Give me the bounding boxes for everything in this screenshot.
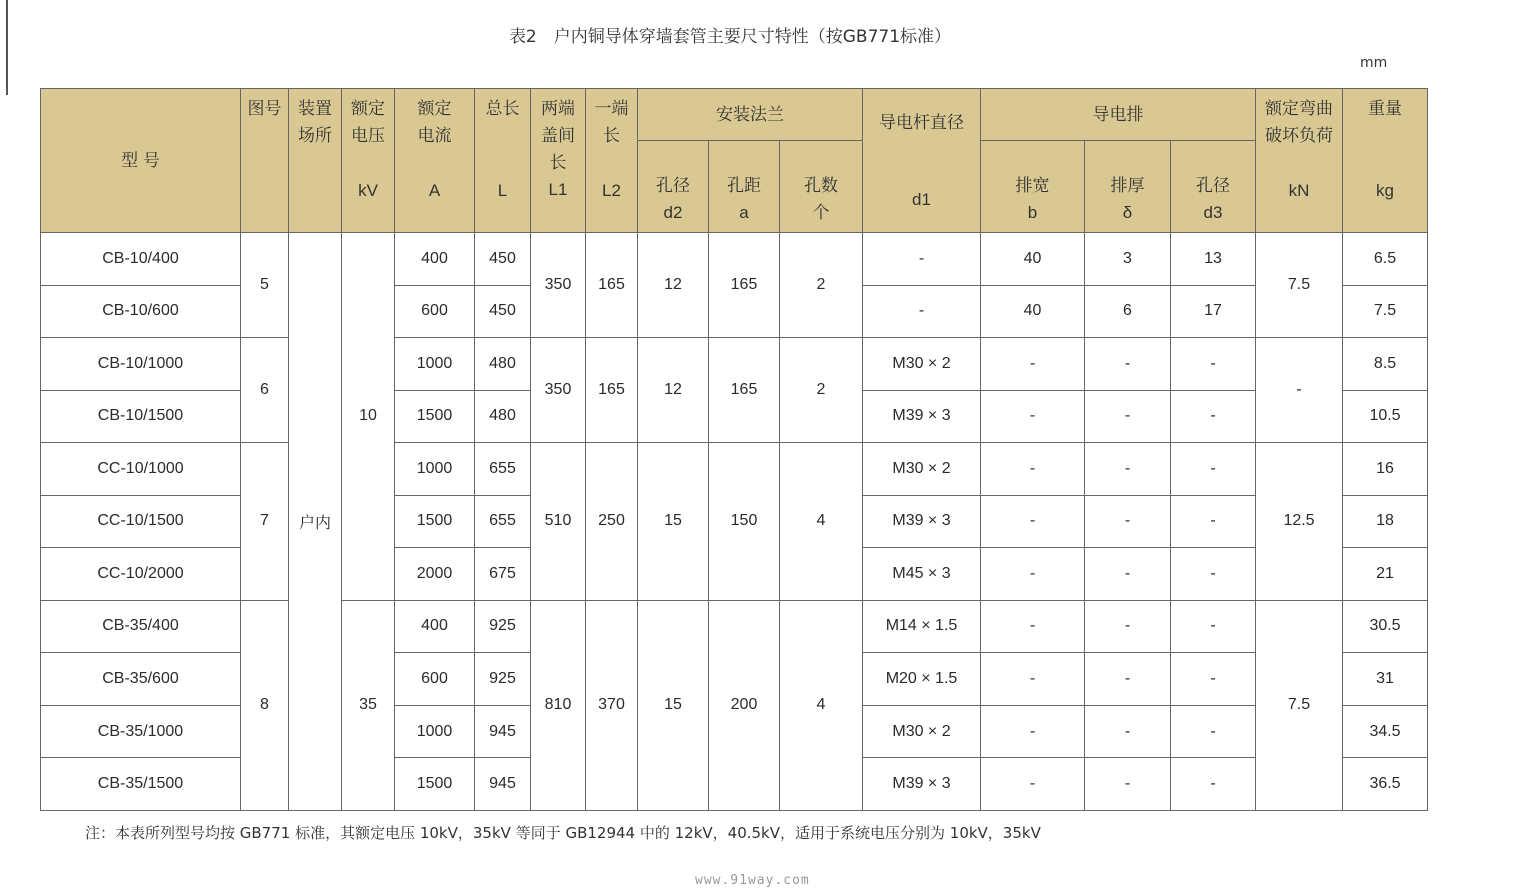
cell-model: CB-10/600	[41, 285, 241, 338]
header-hole-count: 孔数 个	[780, 141, 863, 233]
cell-length: 675	[475, 548, 531, 601]
cell-bar-hole: -	[1171, 548, 1256, 601]
cell-weight: 18	[1343, 495, 1428, 548]
cell-current: 400	[395, 600, 475, 653]
cell-length: 945	[475, 758, 531, 811]
cell-load: 7.5	[1256, 600, 1343, 810]
cell-bar-hole: -	[1171, 495, 1256, 548]
cell-model: CB-35/600	[41, 653, 241, 706]
cell-bar-width: -	[981, 653, 1085, 706]
cell-bar-width: -	[981, 338, 1085, 391]
cell-weight: 36.5	[1343, 758, 1428, 811]
cell-model: CB-35/400	[41, 600, 241, 653]
cell-d2: 12	[638, 233, 709, 338]
cell-bar-width: 40	[981, 233, 1085, 286]
cell-d2: 15	[638, 443, 709, 601]
cell-bar-thick: -	[1085, 653, 1171, 706]
cell-rod: M45 × 3	[863, 548, 981, 601]
cell-model: CB-35/1500	[41, 758, 241, 811]
cell-current: 400	[395, 233, 475, 286]
cell-current: 1500	[395, 390, 475, 443]
cell-rod: M39 × 3	[863, 758, 981, 811]
unit-label: mm	[1360, 55, 1388, 71]
cell-bar-thick: -	[1085, 548, 1171, 601]
cell-bar-hole: -	[1171, 390, 1256, 443]
cell-weight: 6.5	[1343, 233, 1428, 286]
cell-voltage: 10	[342, 233, 395, 601]
table-row	[41, 233, 1428, 286]
cell-rod: M39 × 3	[863, 495, 981, 548]
cell-bar-hole: 17	[1171, 285, 1256, 338]
cell-bar-width: -	[981, 758, 1085, 811]
cell-fig: 8	[241, 600, 289, 810]
cell-bar-width: -	[981, 705, 1085, 758]
cell-voltage: 35	[342, 600, 395, 810]
cell-a: 165	[709, 338, 780, 443]
cell-a: 150	[709, 443, 780, 601]
cell-bar-thick: 6	[1085, 285, 1171, 338]
cell-current: 1500	[395, 758, 475, 811]
cell-n: 2	[780, 233, 863, 338]
cell-n: 4	[780, 443, 863, 601]
cell-model: CC-10/1000	[41, 443, 241, 496]
cell-bar-width: -	[981, 390, 1085, 443]
header-flange: 安装法兰	[638, 89, 863, 141]
cell-model: CB-10/1500	[41, 390, 241, 443]
cell-bar-thick: -	[1085, 705, 1171, 758]
cell-weight: 34.5	[1343, 705, 1428, 758]
cell-model: CB-10/1000	[41, 338, 241, 391]
cell-length: 925	[475, 600, 531, 653]
cell-bar-hole: 13	[1171, 233, 1256, 286]
cell-l1: 510	[531, 443, 586, 601]
header-fig: 图号	[241, 89, 289, 233]
cell-length: 655	[475, 495, 531, 548]
cell-rod: -	[863, 233, 981, 286]
header-hole-dia: 孔径 d2	[638, 141, 709, 233]
cell-length: 655	[475, 443, 531, 496]
header-load: 额定弯曲破坏负荷 kN	[1256, 89, 1343, 233]
cell-rod: M30 × 2	[863, 443, 981, 496]
cell-length: 450	[475, 233, 531, 286]
cell-bar-width: -	[981, 548, 1085, 601]
cell-bar-thick: -	[1085, 390, 1171, 443]
cell-bar-hole: -	[1171, 443, 1256, 496]
cell-l2: 250	[586, 443, 638, 601]
cell-length: 945	[475, 705, 531, 758]
cell-n: 4	[780, 600, 863, 810]
cell-current: 2000	[395, 548, 475, 601]
cell-weight: 30.5	[1343, 600, 1428, 653]
cell-current: 600	[395, 285, 475, 338]
cell-length: 480	[475, 390, 531, 443]
cell-rod: M14 × 1.5	[863, 600, 981, 653]
cell-rod: M39 × 3	[863, 390, 981, 443]
cell-l2: 165	[586, 338, 638, 443]
cell-d2: 12	[638, 338, 709, 443]
cell-length: 450	[475, 285, 531, 338]
cell-fig: 6	[241, 338, 289, 443]
cell-bar-hole: -	[1171, 758, 1256, 811]
table-row	[41, 338, 1428, 391]
cell-current: 1000	[395, 705, 475, 758]
cell-bar-thick: -	[1085, 495, 1171, 548]
cell-bar-thick: -	[1085, 338, 1171, 391]
cell-length: 925	[475, 653, 531, 706]
cell-n: 2	[780, 338, 863, 443]
header-l2: 一端长 L2	[586, 89, 638, 233]
cell-load: 7.5	[1256, 233, 1343, 338]
cell-current: 1000	[395, 338, 475, 391]
table-row	[41, 443, 1428, 496]
header-rod: 导电杆直径 d1	[863, 89, 981, 233]
cell-bar-thick: 3	[1085, 233, 1171, 286]
header-l1: 两端盖间长 L1	[531, 89, 586, 233]
cell-l2: 370	[586, 600, 638, 810]
cell-load: -	[1256, 338, 1343, 443]
header-place: 装置场所	[289, 89, 342, 233]
cell-l1: 350	[531, 338, 586, 443]
cell-fig: 5	[241, 233, 289, 338]
table-footnote: 注：本表所列型号均按 GB771 标准，其额定电压 10kV，35kV 等同于 GB12944 中的 12kV，40.5kV，适用于系统电压分别为 10kV，35kV	[85, 824, 1041, 842]
cell-bar-thick: -	[1085, 600, 1171, 653]
cell-bar-width: -	[981, 600, 1085, 653]
cell-a: 200	[709, 600, 780, 810]
cell-current: 1000	[395, 443, 475, 496]
cell-load: 12.5	[1256, 443, 1343, 601]
cell-bar-hole: -	[1171, 653, 1256, 706]
cell-model: CC-10/1500	[41, 495, 241, 548]
header-length: 总长 L	[475, 89, 531, 233]
page-edge-mark	[6, 0, 8, 95]
watermark: www.91way.com	[695, 873, 810, 888]
cell-bar-width: -	[981, 443, 1085, 496]
cell-bar-width: 40	[981, 285, 1085, 338]
cell-weight: 31	[1343, 653, 1428, 706]
table-row	[41, 600, 1428, 653]
cell-rod: M30 × 2	[863, 338, 981, 391]
cell-current: 600	[395, 653, 475, 706]
cell-d2: 15	[638, 600, 709, 810]
header-hole-pitch: 孔距 a	[709, 141, 780, 233]
cell-current: 1500	[395, 495, 475, 548]
cell-bar-thick: -	[1085, 443, 1171, 496]
cell-bar-hole: -	[1171, 600, 1256, 653]
header-bar-width: 排宽 b	[981, 141, 1085, 233]
cell-model: CC-10/2000	[41, 548, 241, 601]
cell-bar-hole: -	[1171, 705, 1256, 758]
cell-a: 165	[709, 233, 780, 338]
cell-bar-thick: -	[1085, 758, 1171, 811]
spec-table	[40, 88, 1428, 811]
header-voltage: 额定电压 kV	[342, 89, 395, 233]
cell-l1: 350	[531, 233, 586, 338]
cell-fig: 7	[241, 443, 289, 601]
cell-l1: 810	[531, 600, 586, 810]
header-bar-hole: 孔径 d3	[1171, 141, 1256, 233]
cell-bar-width: -	[981, 495, 1085, 548]
cell-weight: 7.5	[1343, 285, 1428, 338]
cell-model: CB-35/1000	[41, 705, 241, 758]
header-bar-thick: 排厚 δ	[1085, 141, 1171, 233]
cell-weight: 10.5	[1343, 390, 1428, 443]
cell-l2: 165	[586, 233, 638, 338]
cell-rod: M20 × 1.5	[863, 653, 981, 706]
cell-rod: M30 × 2	[863, 705, 981, 758]
cell-weight: 16	[1343, 443, 1428, 496]
cell-rod: -	[863, 285, 981, 338]
cell-place: 户内	[289, 233, 342, 811]
header-current: 额定电流 A	[395, 89, 475, 233]
header-busbar: 导电排	[981, 89, 1256, 141]
cell-weight: 21	[1343, 548, 1428, 601]
cell-weight: 8.5	[1343, 338, 1428, 391]
cell-bar-hole: -	[1171, 338, 1256, 391]
cell-length: 480	[475, 338, 531, 391]
table-title: 表2 户内铜导体穿墙套管主要尺寸特性（按GB771标准）	[508, 27, 952, 47]
cell-model: CB-10/400	[41, 233, 241, 286]
header-weight: 重量 kg	[1343, 89, 1428, 233]
header-model: 型 号	[41, 89, 241, 233]
